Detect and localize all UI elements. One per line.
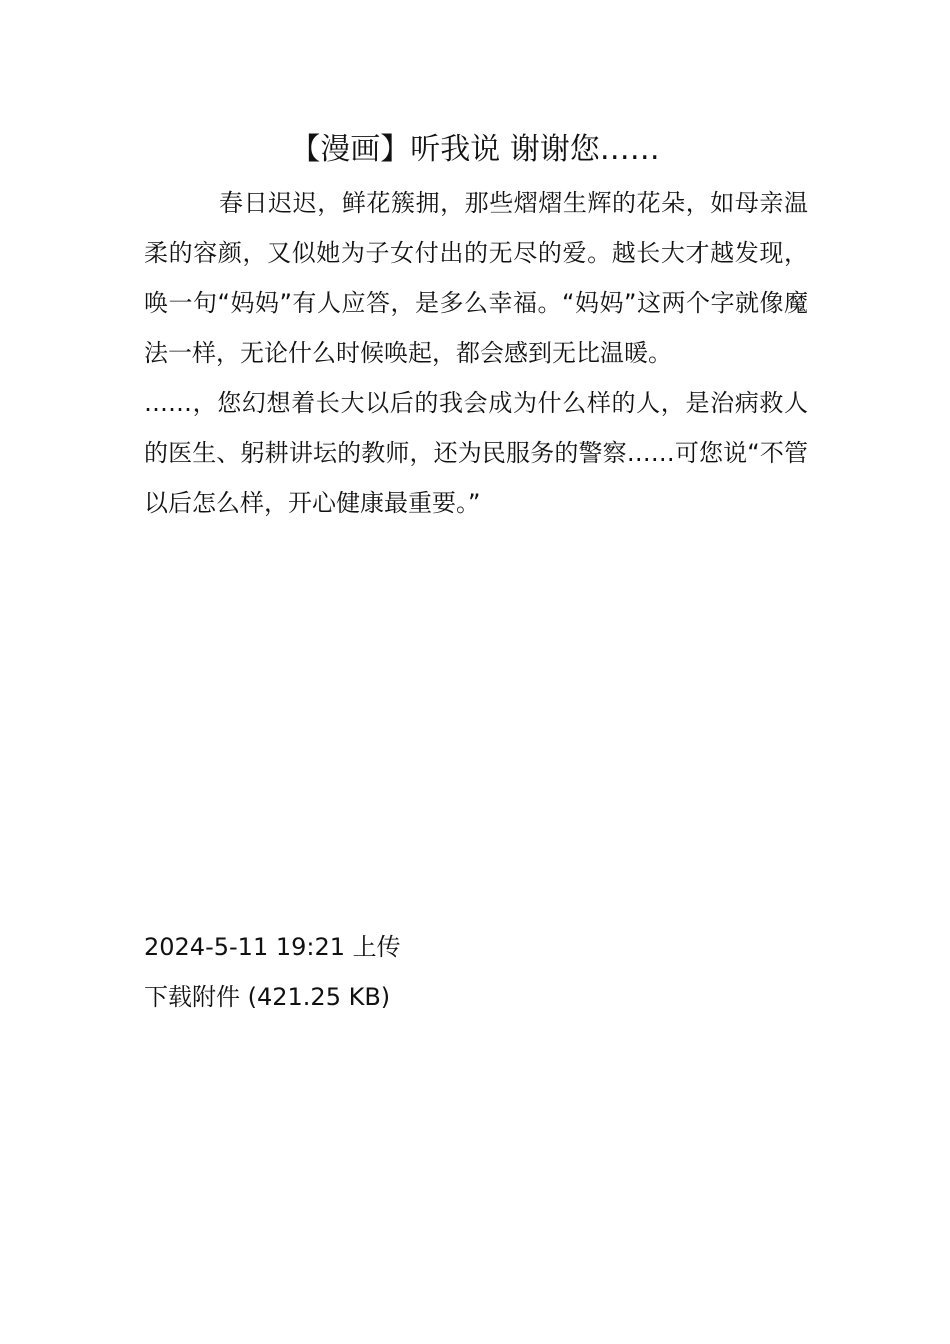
upload-timestamp: 2024-5-11 19:21 上传 [144, 933, 401, 961]
paragraph-2: ……，您幻想着长大以后的我会成为什么样的人，是治病救人的医生、躬耕讲坛的教师，还为民服务的警察……可您说“不管以后怎么样，开心健康最重要。” [144, 389, 808, 517]
article-body [144, 178, 808, 528]
article-title: 【漫画】听我说 谢谢您…… [290, 132, 660, 167]
download-attachment-link[interactable]: 下载附件 (421.25 KB) [144, 983, 391, 1011]
upload-meta [144, 922, 401, 1022]
paragraph-1: 春日迟迟，鲜花簇拥，那些熠熠生辉的花朵，如母亲温柔的容颜，又似她为子女付出的无尽的爱。越长大才越发现，唤一句“妈妈”有人应答，是多么幸福。“妈妈”这两个字就像魔法一样，无论什么时候唤起，都会感到无比温暖。 [144, 189, 808, 367]
